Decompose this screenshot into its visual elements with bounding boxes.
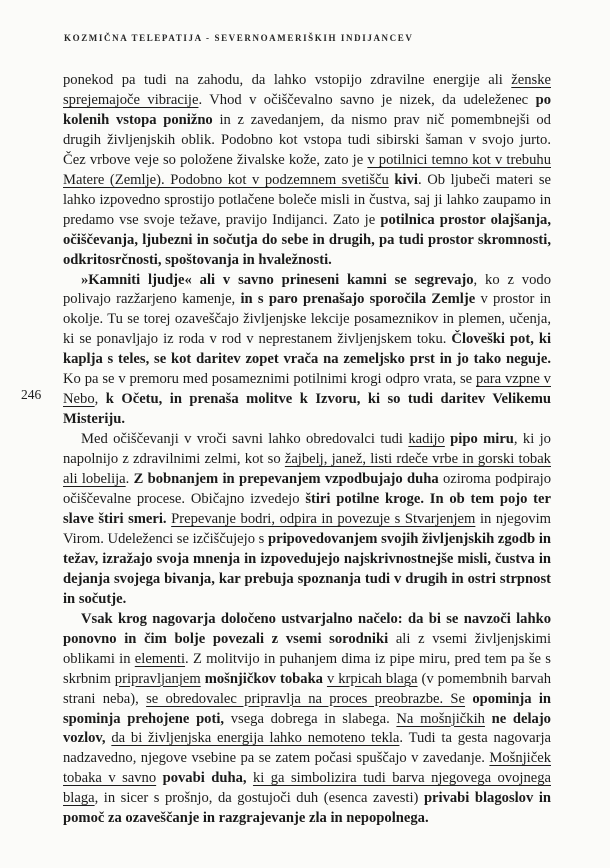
text-segment-regular: , — [94, 391, 106, 408]
text-segment-regular: ponekod pa tudi na zahodu, da lahko vstopijo zdravilne energije ali — [63, 72, 512, 88]
text-segment-regular: in njegovim Virom. Udeleženci se izčiščujejo s — [63, 510, 551, 547]
text-segment-bold: povabi duha, — [162, 770, 247, 787]
text-segment-underline: žajbelj, janež, listi rdeče vrbe in gorski tobak ali lobelija — [63, 451, 551, 488]
text-segment-regular: . Ob ljubeči materi se lahko izpovedno sprostijo potlačene boleče misli in čustva, saj ji lahko zaupamo in predamo vse svoje težave, pravijo Indijanci. Zato je — [63, 171, 551, 228]
text-segment-regular: , ko z vodo polivajo razžarjeno kamenje, — [63, 271, 551, 308]
text-segment-underline: v potilnici temno kot v trebuhu Matere (Zemlje). Podobno kot v podzemnem svetišču — [63, 151, 551, 188]
text-segment-regular: v prostor in okolje. Tu se torej ozaveščajo življenjske lekcije posameznikov in plemen, učenja, ki se ponavljajo iz roda v rod v neprestanem življenjskem toku. — [63, 291, 551, 348]
running-header: KOZMIČNA TELEPATIJA - SEVERNOAMERIŠKIH INDIJANCEV — [64, 33, 414, 43]
text-segment-bold: pipo miru — [450, 431, 514, 448]
text-segment-underline: da bi življenjska energija lahko nemoteno tekla — [111, 730, 400, 747]
text-segment-underline: se obredovalec pripravlja na proces preobrazbe. Se — [146, 690, 466, 707]
text-segment-underline: Mošnjiček tobaka v savno — [63, 750, 551, 787]
text-segment-bold: štiri potilne kroge. In ob tem pojo ter slave štiri smeri. — [63, 491, 551, 527]
text-segment-regular: oziroma podpirajo očiščevalne procese. Običajno izvedejo — [63, 471, 551, 508]
text-segment-underline: para vzpne v Nebo — [63, 371, 551, 408]
paragraph — [63, 610, 551, 829]
text-segment-bold: pripovedovanjem svojih življenjskih zgodb in težav, izražajo svoja mnenja in izpovedujejo najskrivnostnejše misli, čustva in dejanja svojega bivanja, kar prebuja spoznanja tudi v drugih in ostri strpnost in sočutje. — [63, 530, 551, 607]
text-segment-underline: Na mošnjičkih — [396, 710, 485, 727]
text-segment-bold: potilnica prostor olajšanja, očiščevanja, ljubezni in sočutja do sebe in drugih, pa tudi prostor skromnosti, odkritosrčnosti, spoštovanja in hvaležnosti. — [63, 211, 551, 268]
text-segment-regular: Med očiščevanji v vroči savni lahko obredovalci tudi — [81, 431, 409, 448]
text-segment-regular — [485, 711, 492, 727]
text-segment-bold: in s paro prenašajo sporočila Zemlje — [240, 291, 476, 308]
text-segment-bold: privabi blagoslov in pomoč za ozaveščanje in razgrajevanje zla in nepopolnega. — [63, 790, 551, 827]
paragraph — [63, 430, 551, 610]
body-text — [63, 71, 551, 829]
text-segment-bold: kivi — [394, 171, 418, 188]
text-segment-regular: . Z molitvijo in puhanjem dima iz pipe miru, pred tem pa še s skrbnim — [63, 650, 551, 687]
text-segment-bold: ne delajo vozlov, — [63, 710, 551, 747]
text-segment-regular: ali z vsemi življenjskimi oblikami in — [63, 630, 551, 667]
text-segment-bold: po kolenih vstopa ponižno — [63, 91, 551, 128]
text-segment-regular: in z zavedanjem, da nismo prav nič pomembnejši od drugih življenjskih oblik. Podobno kot vstopa tudi sibirski šaman v svojo jurto. Čez vrbove veje so položene živalske kože, zato je — [63, 111, 551, 168]
text-segment-bold: opominja in spominja prehojene poti, — [63, 690, 552, 727]
text-segment-regular: , in sicer s prošnjo, da gostujoči duh (esenca zavesti) — [94, 790, 424, 807]
text-segment-bold: k Očetu, in prenaša molitve k Izvoru, ki so tudi daritev Velikemu Misteriju. — [63, 391, 552, 428]
text-segment-regular: , ki jo napolnijo z zdravilnimi zelmi, kot so — [63, 431, 551, 468]
paragraph — [63, 271, 551, 431]
text-segment-underline: Prepevanje bodri, odpira in povezuje s Stvarjenjem — [171, 510, 476, 527]
text-segment-bold: Človeški pot, ki kaplja s teles, se kot daritev zopet vrača na zemeljsko prst in jo tako neguje. — [63, 331, 552, 368]
text-segment-bold: Vsak krog nagovarja določeno ustvarjalno načelo: da bi se navzoči lahko ponovno in čim bolje povezali z vsemi sorodniki — [63, 610, 551, 647]
text-segment-regular: . — [125, 471, 134, 488]
text-segment-regular: (v pomembnih barvah strani neba), — [63, 670, 552, 707]
text-segment-underline: v krpicah blaga — [326, 670, 418, 687]
paragraph — [63, 71, 551, 271]
text-segment-bold: Z bobnanjem in prepevanjem vzpodbujajo duha — [133, 471, 439, 488]
text-segment-bold: mošnjičkov tobaka — [204, 670, 323, 687]
text-segment-underline: elementi — [134, 650, 186, 667]
page-number: 246 — [21, 387, 42, 402]
text-segment-underline: ženske sprejemajoče vibracije — [63, 72, 551, 108]
text-segment-regular: . Vhod v očiščevalno savno je nizek, da udeleženec — [198, 91, 536, 108]
text-segment-regular: Ko pa se v premoru med posameznimi potilnimi krogi odpro vrata, se — [63, 371, 477, 388]
text-segment-underline: kadijo — [408, 431, 445, 448]
text-segment-underline: pripravljanjem — [114, 670, 201, 687]
text-segment-underline: ki ga simbolizira tudi barva njegovega ovojnega blaga — [63, 770, 551, 807]
text-segment-regular: vsega dobrega in slabega. — [224, 710, 397, 727]
text-segment-regular: . Tudi ta gesta nagovarja nadzavedno, njegove vsebine pa se zatem počasi spuščajo v zavedanje. — [63, 730, 551, 767]
text-segment-bold: »Kamniti ljudje« ali v savno prineseni kamni se segrevajo — [81, 271, 474, 288]
